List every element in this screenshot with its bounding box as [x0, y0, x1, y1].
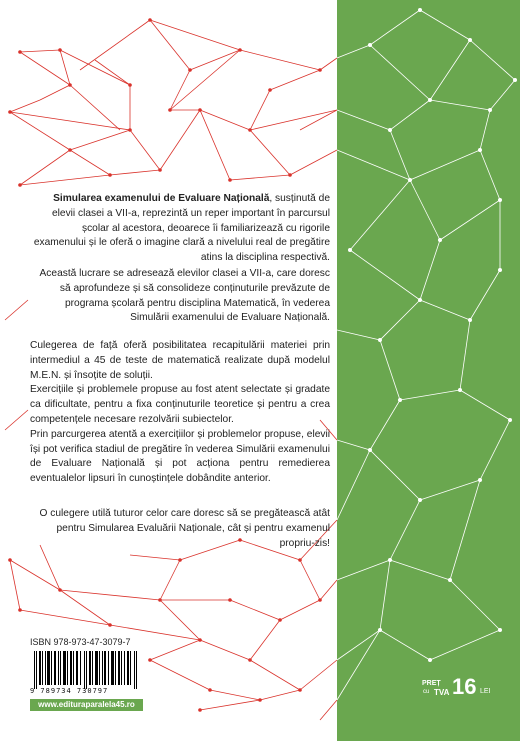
- website-link[interactable]: www.edituraparalela45.ro: [30, 699, 143, 711]
- audience-paragraph: [30, 267, 330, 326]
- description-text-2: Exercițiile și problemele propuse au fost atent selectate și gradate ca dificultate, pentru a fixa conținuturile teoretice și pentru a crea competențele necesare rezolvării subiectelor.: [30, 384, 330, 425]
- description-text-3: Prin parcurgerea atentă a exercițiilor și problemelor propuse, elevii își pot verifica stadiul de pregătire în vederea Simulării examenului de Evaluare Națională și pot acționa pentru remedierea eventualelor lipsuri în cunoștințele dobândite anterior.: [30, 428, 330, 485]
- price-label: PREȚ: [422, 680, 441, 687]
- white-network-lines: [337, 10, 515, 700]
- price-value: 16: [452, 674, 477, 699]
- price-currency: LEI: [480, 688, 491, 695]
- intro-paragraph: [30, 192, 330, 266]
- closing-paragraph: [30, 507, 330, 551]
- closing-text: O culegere utilă tuturor celor care doresc să se pregătească atât pentru Simularea Evaluării Naționale, cât și pentru examenul propriu-zis!: [39, 508, 330, 549]
- barcode-digits: 9 789734 730797: [30, 687, 109, 695]
- intro-rest: , susținută de elevii clasei a VII-a, reprezintă un reper important în parcursul școlar al acestora, deoarece îi familiarizează cu rigorile examenului și le oferă o imagine clară a nivelului real de pregătire atins la disciplina respectivă.: [33, 193, 330, 264]
- white-network-nodes: [348, 8, 517, 662]
- price-cu-label: cu: [423, 689, 430, 695]
- description-text-1: Culegerea de față oferă posibilitatea recapitulării materiei prin intermediul a 45 de teste de matematică realizate după modelul M.E.N. și însoțite de soluții.: [30, 340, 330, 381]
- isbn-label: ISBN 978-973-47-3079-7: [30, 637, 131, 647]
- description-paragraphs: [30, 339, 330, 487]
- intro-bold-phrase: Simularea examenului de Evaluare Națională: [53, 193, 270, 204]
- price-tva-label: TVA: [434, 688, 450, 697]
- audience-text: Această lucrare se adresează elevilor clasei a VII-a, care doresc să aprofundeze și să consolideze conținuturile prevăzute de programa școlară pentru disciplina Matematică, în vederea Simulării examenului de Evaluare Națională.: [39, 268, 330, 324]
